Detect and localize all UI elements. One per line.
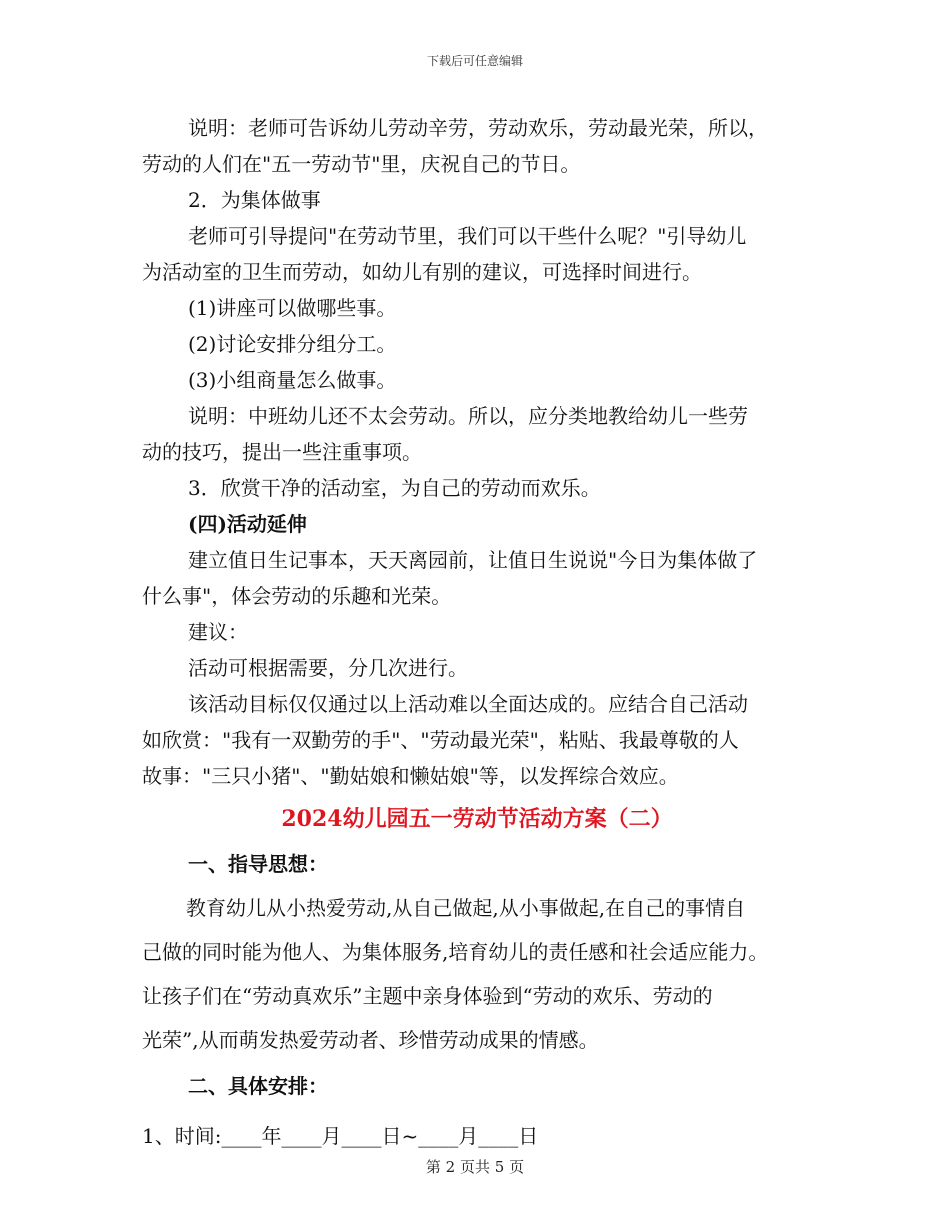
paragraph-line: 故事："三只小猪"、"勤姑娘和懒姑娘"等，以发挥综合效应。 (142, 764, 679, 788)
section-heading: 一、指导思想： (188, 852, 328, 876)
list-item: (3)小组商量怎么做事。 (188, 368, 397, 392)
page-header: 下载后可任意编辑 (426, 54, 523, 68)
section-title: 2024幼儿园五一劳动节活动方案（二） (281, 806, 673, 832)
paragraph-line: 动的技巧，提出一些注重事项。 (142, 440, 422, 464)
paragraph-line: 劳动的人们在"五一劳动节"里，庆祝自己的节日。 (142, 152, 581, 176)
paragraph-line: 说明：中班幼儿还不太会劳动。所以，应分类地教给幼儿一些劳 (188, 404, 748, 428)
paragraph-line: 建议： (188, 620, 248, 644)
paragraph-line: 为活动室的卫生而劳动，如幼儿有别的建议，可选择时间进行。 (142, 260, 702, 284)
numbered-heading: 2．为集体做事 (188, 188, 321, 212)
paragraph-line: 己做的同时能为他人、为集体服务,培育幼儿的责任感和社会适应能力。 (142, 940, 769, 964)
page-footer: 第 2 页共 5 页 (425, 1158, 525, 1176)
paragraph-line: 1、时间:____年____月____日~____月____日 (142, 1124, 539, 1148)
list-item: (1)讲座可以做哪些事。 (188, 296, 397, 320)
list-item: (2)讨论安排分组分工。 (188, 332, 397, 356)
paragraph-line: 建立值日生记事本，天天离园前，让值日生说说"今日为集体做了 (188, 548, 758, 572)
paragraph-line: 说明：老师可告诉幼儿劳动辛劳，劳动欢乐，劳动最光荣，所以， (188, 116, 768, 140)
paragraph-line: 老师可引导提问"在劳动节里，我们可以干些什么呢？"引导幼儿 (188, 224, 747, 248)
paragraph-line: 光荣”,从而萌发热爱劳动者、珍惜劳动成果的情感。 (142, 1028, 599, 1052)
section-heading: 二、具体安排： (188, 1074, 328, 1098)
paragraph-line: 该活动目标仅仅通过以上活动难以全面达成的。应结合自己活动 (188, 692, 748, 716)
document-body (142, 110, 812, 1162)
paragraph-line: 什么事"，体会劳动的乐趣和光荣。 (142, 584, 452, 608)
subsection-heading: (四)活动延伸 (188, 512, 307, 536)
paragraph-line: 让孩子们在“劳动真欢乐”主题中亲身体验到“劳动的欢乐、劳动的 (142, 984, 713, 1008)
numbered-heading: 3．欣赏干净的活动室，为自己的劳动而欢乐。 (188, 476, 601, 500)
paragraph-line: 教育幼儿从小热爱劳动,从自己做起,从小事做起,在自己的事情自 (186, 896, 746, 920)
paragraph-line: 活动可根据需要，分几次进行。 (188, 656, 468, 680)
paragraph-line: 如欣赏："我有一双勤劳的手"、"劳动最光荣"，粘贴、我最尊敬的人 (142, 728, 739, 752)
